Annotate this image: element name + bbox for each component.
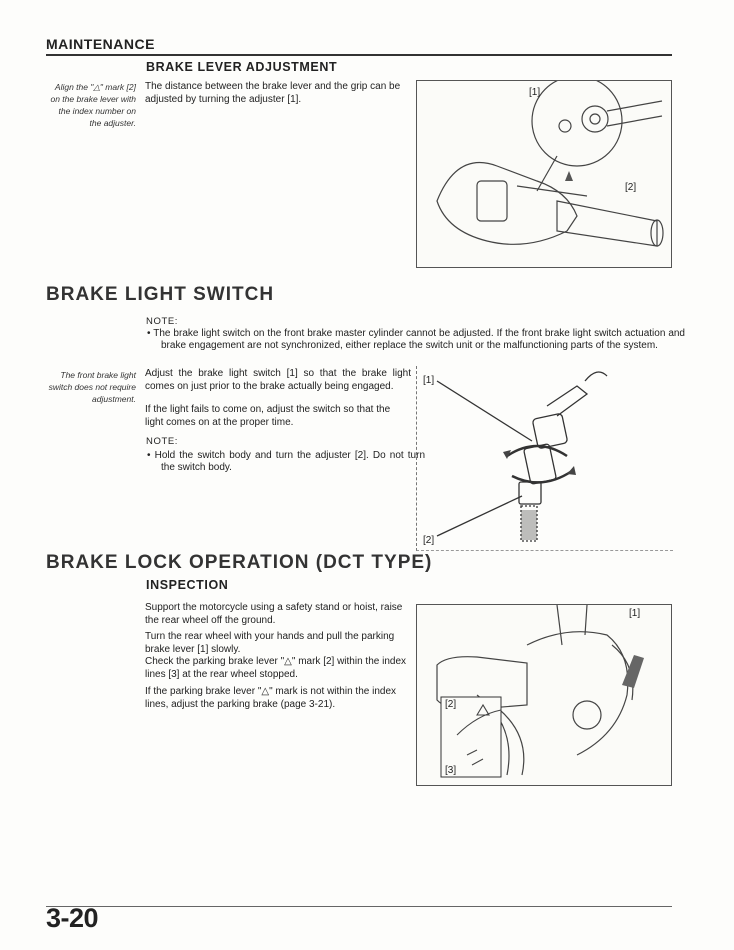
brake-light-side-note: The front brake light switch does not require adjustment. (48, 370, 136, 404)
brake-light-note2-bullet (147, 450, 425, 474)
header-rule (46, 54, 672, 56)
brake-lock-p4: If the parking brake lever "△" mark is not within the index lines, adjust the parking brake (page 3-21). (145, 686, 397, 710)
brake-lever-callout-1: [1] (529, 87, 541, 98)
footer-rule (46, 906, 672, 907)
brake-lock-callout-2: [2] (445, 699, 457, 710)
brake-lever-side-note: Align the "△" mark [2] on the brake lever with the index number on the adjuster. (50, 82, 136, 128)
brake-lever-text: The distance between the brake lever and the grip can be adjusted by turning the adjuster [1]. (145, 81, 401, 105)
brake-light-note-text: The brake light switch on the front brake master cylinder cannot be adjusted. If the front brake light switch actuation and brake engagement are not synchronized, either replace the switch unit or the malfunctioning parts of the system. (153, 328, 685, 351)
page-number: 3-20 (46, 903, 99, 933)
brake-light-switch-illustration (417, 366, 673, 550)
brake-lever-callout-2: [2] (625, 182, 637, 193)
bullet-dot-icon: • (147, 450, 155, 461)
brake-lock-p3: Check the parking brake lever "△" mark [2] within the index lines [3] at the rear wheel stopped. (145, 656, 407, 680)
parking-brake-illustration (417, 605, 671, 785)
brake-light-note-bullet (147, 328, 685, 352)
brake-light-title: BRAKE LIGHT SWITCH (46, 284, 275, 305)
brake-lever-illustration (417, 81, 671, 267)
brake-light-callout-1: [1] (423, 375, 435, 386)
brake-lock-callout-1: [1] (629, 608, 641, 619)
brake-light-text-2: If the light fails to come on, adjust the switch so that the light comes on at the proper time. (145, 404, 391, 428)
brake-light-note2-label: NOTE: (146, 436, 179, 447)
brake-lock-figure (416, 604, 672, 786)
brake-light-text-1: Adjust the brake light switch [1] so that the brake light comes on just prior to the brake actually being engaged. (145, 368, 411, 392)
brake-lock-p1: Support the motorcycle using a safety stand or hoist, raise the rear wheel off the ground. (145, 602, 403, 626)
brake-light-note2-text: Hold the switch body and turn the adjuster [2]. Do not turn the switch body. (154, 450, 426, 473)
brake-lever-figure (416, 80, 672, 268)
section-header: MAINTENANCE (46, 36, 155, 52)
brake-lock-p2: Turn the rear wheel with your hands and pull the parking brake lever [1] slowly. (145, 631, 395, 655)
brake-light-figure (416, 366, 673, 551)
brake-light-note-label: NOTE: (146, 316, 179, 327)
brake-lock-callout-3: [3] (445, 765, 457, 776)
brake-lock-subtitle: INSPECTION (146, 578, 229, 592)
brake-lever-title: BRAKE LEVER ADJUSTMENT (146, 60, 338, 74)
brake-light-callout-2: [2] (423, 535, 435, 546)
brake-lock-title: BRAKE LOCK OPERATION (DCT TYPE) (46, 552, 433, 573)
bullet-dot-icon: • (147, 328, 154, 339)
